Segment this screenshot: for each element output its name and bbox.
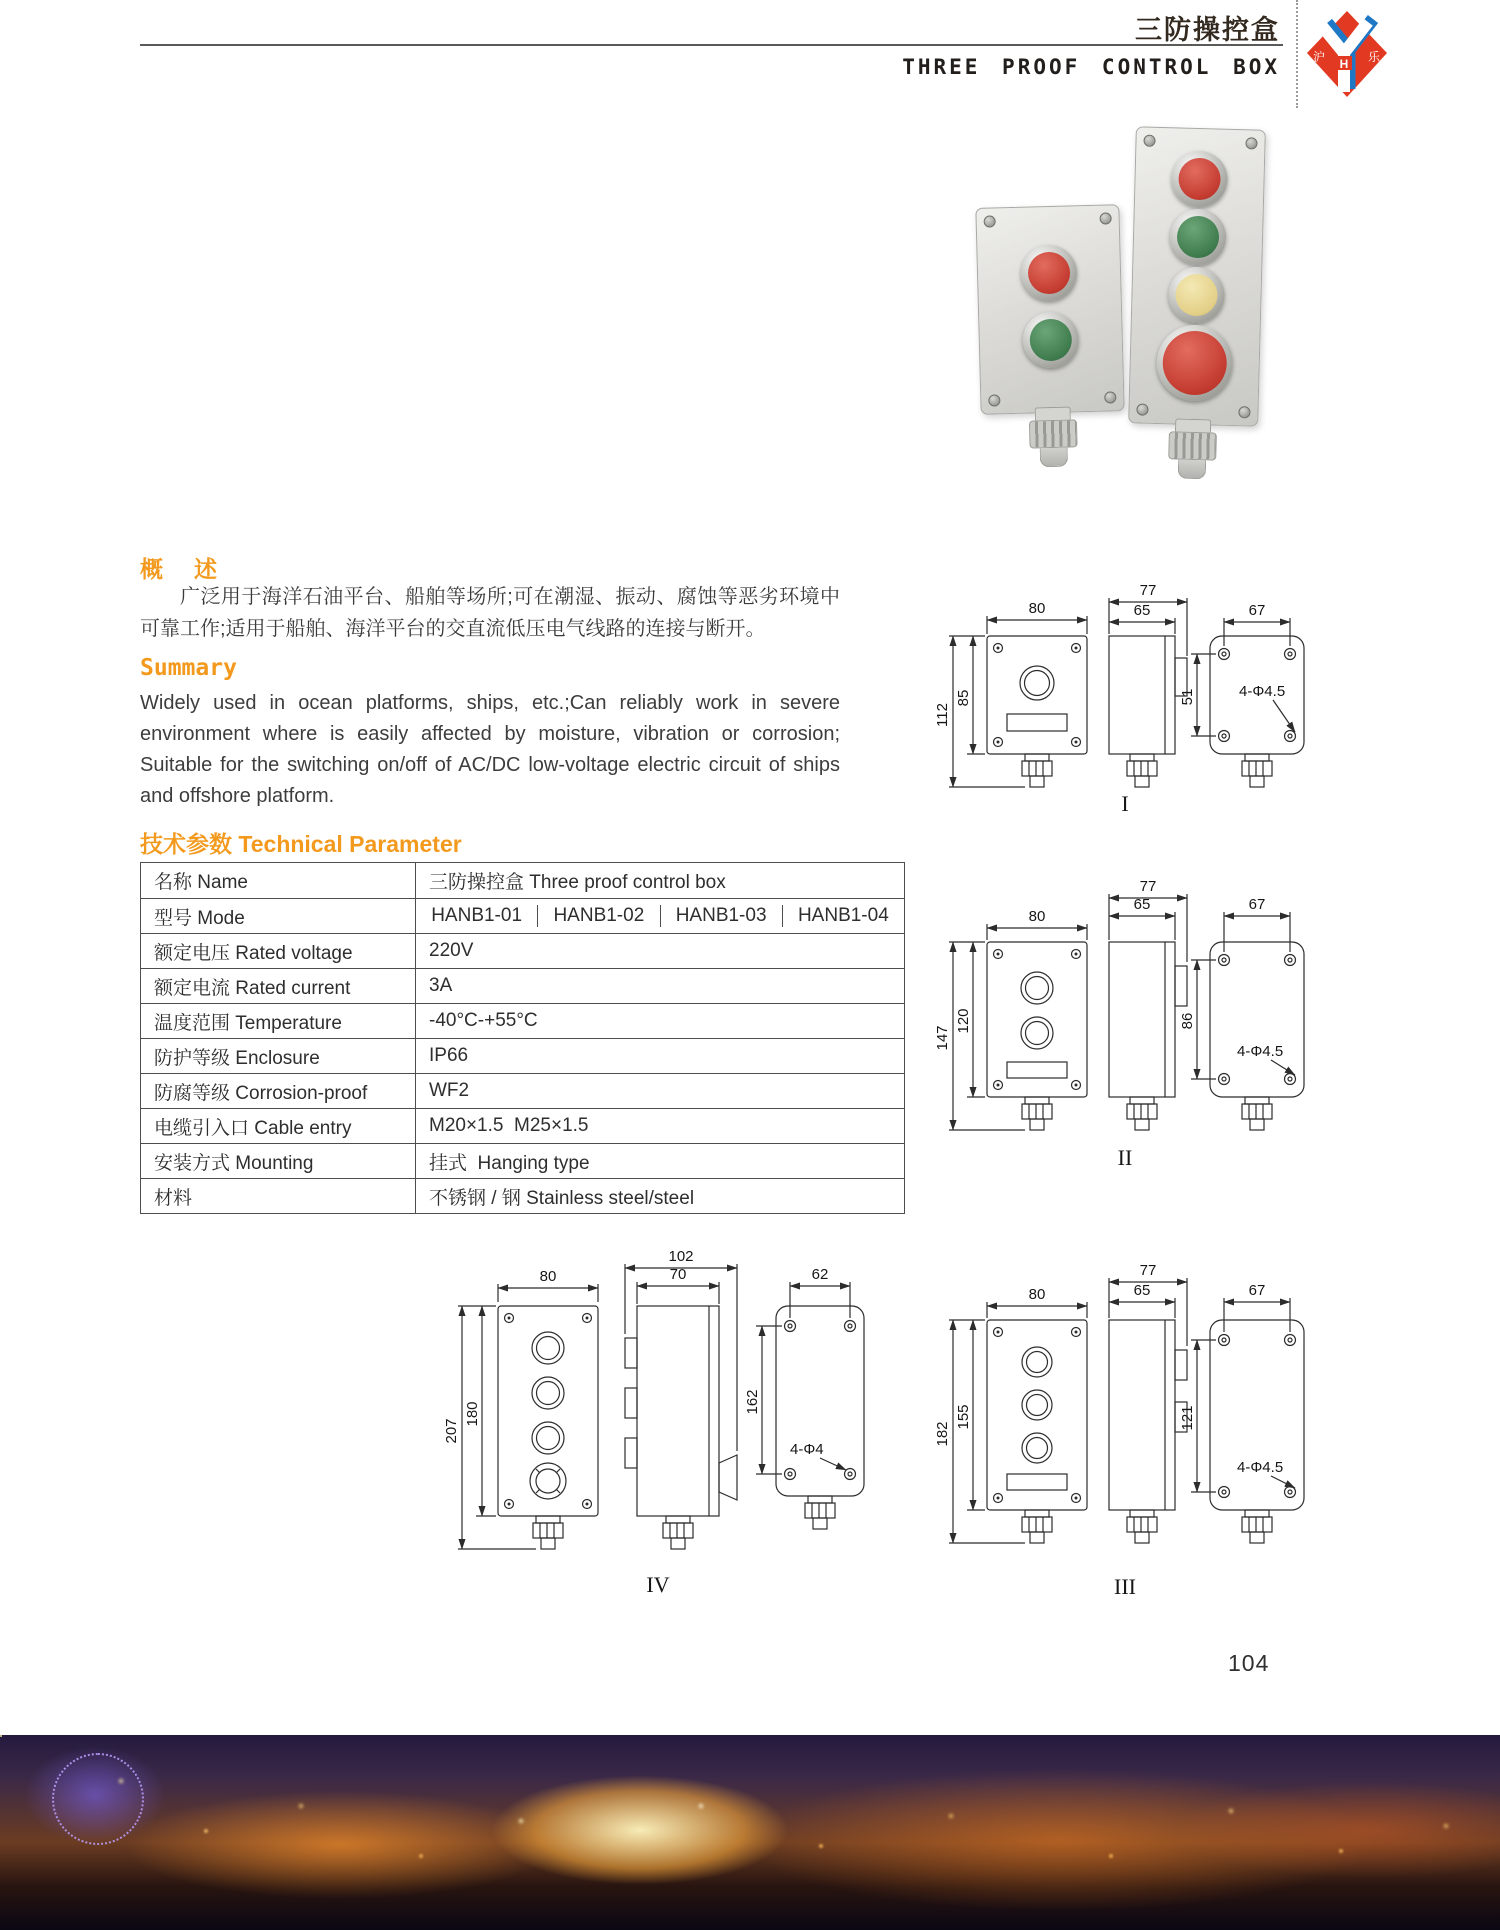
- screw-icon: [1136, 403, 1148, 415]
- screw-icon: [1245, 137, 1257, 149]
- header-separator: [1296, 0, 1298, 108]
- d4-side-inner-dim: 70: [669, 1266, 687, 1283]
- row-label: 防腐等级 Corrosion-proof: [141, 1074, 416, 1108]
- drawing-2: [925, 878, 1325, 1170]
- table-row: [141, 1143, 904, 1178]
- d2-front-width-dim: 80: [1028, 908, 1046, 925]
- page-title-en: THREE PROOF CONTROL BOX: [902, 55, 1280, 79]
- row-value: WF2: [429, 1080, 470, 1101]
- screw-icon: [984, 215, 996, 227]
- d3-caption: III: [1114, 1574, 1136, 1599]
- drawing-1: [925, 580, 1325, 815]
- d2-caption: II: [1117, 1145, 1133, 1170]
- table-row: [141, 933, 904, 968]
- page-title-zh: 三防操控盒: [1135, 15, 1280, 45]
- table-row: [141, 968, 904, 1003]
- row-value: 3A: [429, 975, 453, 996]
- mode-cell: HANB1-02: [537, 905, 659, 927]
- d2-side-inner-dim: 65: [1133, 896, 1151, 913]
- d4-plate-width-dim: 62: [811, 1266, 829, 1283]
- row-value: 挂式 Hanging type: [429, 1152, 590, 1174]
- product-photo: [970, 118, 1282, 470]
- d1-plate-span-dim: 51: [1179, 688, 1196, 706]
- d1-inner-height-dim: 85: [955, 689, 972, 707]
- d3-inner-height-dim: 155: [955, 1404, 972, 1430]
- table-row: [141, 898, 904, 933]
- logo-char-left: 沪: [1312, 50, 1326, 64]
- screw-icon: [1099, 212, 1111, 224]
- logo-char-right: 乐: [1367, 50, 1381, 64]
- row-value: IP66: [429, 1045, 469, 1066]
- cable-gland: [1168, 418, 1218, 479]
- overview-body: 广泛用于海洋石油平台、船舶等场所;可在潮湿、振动、腐蚀等恶劣环境中可靠工作;适用于船舶、海洋平台的交直流低压电气线路的连接与断开。: [140, 586, 840, 640]
- green-button[interactable]: [1169, 208, 1226, 265]
- d4-outer-height-dim: 207: [443, 1418, 460, 1444]
- summary-body: Widely used in ocean platforms, ships, etc.;Can reliably work in severe environment where is easily affected by moisture, vibration or corrosion; Suitable for the switching on/off of AC/DC low-voltage electric circuit of ships and offshore platform.: [140, 692, 840, 807]
- d2-plate-span-dim: 86: [1179, 1012, 1196, 1030]
- tech-parameter-table: [140, 862, 905, 1214]
- header-rule: [140, 44, 1283, 46]
- company-logo-icon: [1305, 5, 1389, 101]
- drawing-4: [430, 1248, 880, 1600]
- table-row: [141, 1178, 904, 1213]
- overview-heading: 概 述: [140, 556, 221, 582]
- cable-gland: [1029, 406, 1079, 467]
- row-label: 名称 Name: [141, 863, 416, 898]
- table-row: [141, 1108, 904, 1143]
- row-value: 220V: [429, 940, 474, 961]
- d1-side-outer-dim: 77: [1139, 582, 1157, 599]
- d1-outer-height-dim: 112: [934, 703, 951, 727]
- page-number: 104: [1228, 1650, 1270, 1676]
- d4-holes-label: 4-Φ4: [790, 1441, 824, 1458]
- d2-side-outer-dim: 77: [1139, 878, 1157, 895]
- footer-photo-strip: [0, 1735, 1500, 1930]
- d2-outer-height-dim: 147: [934, 1025, 951, 1051]
- row-label: 防护等级 Enclosure: [141, 1039, 416, 1073]
- mode-cell: HANB1-04: [782, 905, 904, 927]
- d1-front-width-dim: 80: [1028, 600, 1046, 617]
- d3-side-outer-dim: 77: [1139, 1262, 1157, 1279]
- red-button[interactable]: [1020, 244, 1077, 301]
- d1-holes-label: 4-Φ4.5: [1239, 683, 1286, 700]
- row-label: 温度范围 Temperature: [141, 1004, 416, 1038]
- yellow-button[interactable]: [1168, 266, 1225, 323]
- d3-holes-label: 4-Φ4.5: [1237, 1459, 1284, 1476]
- row-value: 不锈钢 / 钢 Stainless steel/steel: [429, 1187, 695, 1209]
- tech-parameter-heading: 技术参数 Technical Parameter: [140, 831, 462, 857]
- mushroom-stop-button[interactable]: [1156, 324, 1234, 402]
- row-value: [416, 899, 904, 933]
- row-value: 三防操控盒 Three proof control box: [429, 872, 726, 893]
- screw-icon: [1238, 406, 1250, 418]
- row-label: 型号 Mode: [141, 899, 416, 933]
- screw-icon: [1104, 391, 1116, 403]
- green-button[interactable]: [1022, 311, 1079, 368]
- red-button[interactable]: [1171, 150, 1228, 207]
- d2-holes-label: 4-Φ4.5: [1237, 1043, 1284, 1060]
- d2-inner-height-dim: 120: [955, 1008, 972, 1034]
- control-box-4-button: [1128, 126, 1266, 426]
- city-lights: [0, 1735, 2, 1737]
- table-row: [141, 1038, 904, 1073]
- d1-caption: I: [1121, 791, 1129, 815]
- d3-front-width-dim: 80: [1028, 1286, 1046, 1303]
- row-value: -40°C-+55°C: [429, 1010, 538, 1031]
- mode-cell: HANB1-03: [660, 905, 782, 927]
- summary-heading: Summary: [140, 655, 237, 681]
- row-value: M20×1.5 M25×1.5: [429, 1115, 589, 1136]
- d3-plate-width-dim: 67: [1248, 1282, 1266, 1299]
- row-label: 额定电流 Rated current: [141, 969, 416, 1003]
- d4-front-width-dim: 80: [539, 1268, 557, 1285]
- drawing-3: [925, 1262, 1325, 1600]
- d2-plate-width-dim: 67: [1248, 896, 1266, 913]
- logo-char-mid: H: [1339, 57, 1349, 71]
- row-label: 材料: [141, 1179, 416, 1213]
- row-label: 额定电压 Rated voltage: [141, 934, 416, 968]
- d4-plate-span-dim: 162: [744, 1389, 761, 1415]
- screw-icon: [988, 394, 1000, 406]
- d3-outer-height-dim: 182: [934, 1421, 951, 1447]
- d4-side-outer-dim: 102: [668, 1248, 694, 1265]
- d1-plate-width-dim: 67: [1248, 602, 1266, 619]
- d1-side-inner-dim: 65: [1133, 602, 1151, 619]
- mode-cell: HANB1-01: [431, 905, 523, 926]
- screw-icon: [1143, 135, 1155, 147]
- d3-side-inner-dim: 65: [1133, 1282, 1151, 1299]
- ferris-wheel-lights: [52, 1753, 144, 1845]
- table-row: [141, 1073, 904, 1108]
- table-row: [141, 863, 904, 898]
- row-label: 电缆引入口 Cable entry: [141, 1109, 416, 1143]
- control-box-2-button: [975, 204, 1124, 415]
- d3-plate-span-dim: 121: [1179, 1405, 1196, 1431]
- row-label: 安装方式 Mounting: [141, 1144, 416, 1178]
- table-row: [141, 1003, 904, 1038]
- d4-caption: IV: [646, 1572, 670, 1597]
- d4-inner-height-dim: 180: [464, 1401, 481, 1427]
